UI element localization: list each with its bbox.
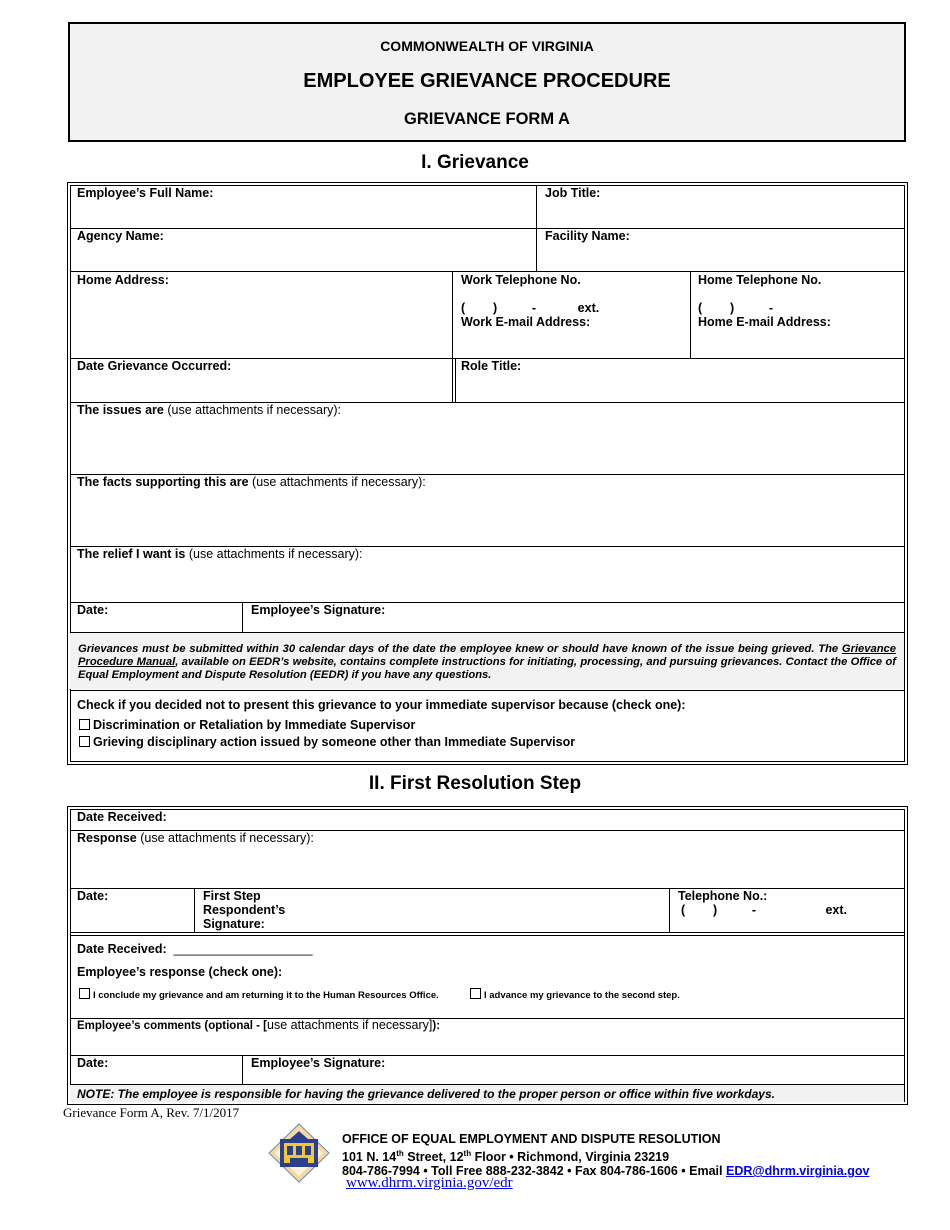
col-divider xyxy=(690,271,691,358)
address-part: Floor • Richmond, Virginia 23219 xyxy=(471,1149,670,1164)
header-state: COMMONWEALTH OF VIRGINIA xyxy=(380,38,594,54)
comments-label-bold: Employee’s comments (optional - [ xyxy=(77,1020,267,1032)
row-divider xyxy=(70,228,905,229)
agency-name-label: Agency Name: xyxy=(77,229,164,243)
capitol-logo-icon xyxy=(268,1123,330,1183)
date-occurred-label: Date Grievance Occurred: xyxy=(77,359,232,373)
home-address-label: Home Address: xyxy=(77,273,169,287)
delivery-note: NOTE: The employee is responsible for having the grievance delivered to the proper person or office within five workdays. xyxy=(77,1087,775,1101)
email-link[interactable]: EDR@dhrm.virginia.gov xyxy=(725,1164,870,1179)
option-label: Discrimination or Retaliation by Immediate Supervisor xyxy=(93,718,416,732)
telephone-format: ( ) - ext. xyxy=(681,903,847,917)
checkbox[interactable] xyxy=(79,988,90,999)
home-telephone-format: ( ) - xyxy=(698,301,773,315)
choice-conclude-label: I conclude my grievance and am returning it to the Human Resources Office. xyxy=(93,990,439,1001)
comments-label-note: use attachments if necessary] xyxy=(267,1018,433,1032)
respondent-sig-line-2: Respondent’s xyxy=(203,903,286,917)
comments-label xyxy=(77,1018,440,1032)
home-email-label: Home E-mail Address: xyxy=(698,315,831,329)
col-divider xyxy=(536,185,537,271)
response-label xyxy=(77,831,314,845)
col-divider xyxy=(194,888,195,932)
telephone-label: Telephone No.: xyxy=(678,889,768,903)
check-prompt: Check if you decided not to present this grievance to your immediate supervisor because (check one): xyxy=(77,698,686,712)
checkbox[interactable] xyxy=(470,988,481,999)
work-telephone-label: Work Telephone No. xyxy=(461,273,581,287)
signature-label: Employee’s Signature: xyxy=(251,603,386,617)
section-1-title: I. Grievance xyxy=(421,152,529,173)
issues-label-note: (use attachments if necessary): xyxy=(163,403,342,417)
address-part: 101 N. 14 xyxy=(342,1149,397,1164)
work-telephone-format: ( ) - ext. xyxy=(461,301,600,315)
row-divider xyxy=(70,690,905,691)
issues-label-bold: The issues are xyxy=(77,403,164,417)
choice-advance[interactable] xyxy=(470,987,680,1001)
home-telephone-label: Home Telephone No. xyxy=(698,273,822,287)
work-email-label: Work E-mail Address: xyxy=(461,315,591,329)
col-divider xyxy=(242,602,243,632)
section-2-title: II. First Resolution Step xyxy=(368,773,582,794)
relief-label-bold: The relief I want is xyxy=(77,547,186,561)
checkbox[interactable] xyxy=(79,736,90,747)
col-divider xyxy=(452,271,453,402)
address-sup: th xyxy=(396,1148,404,1158)
response-label-bold: Response xyxy=(77,831,137,845)
option-disciplinary[interactable] xyxy=(79,735,575,749)
virginia-seal-logo xyxy=(268,1123,330,1186)
employee-signature-label: Employee’s Signature: xyxy=(251,1056,386,1070)
row-divider xyxy=(70,271,905,272)
full-name-label: Employee’s Full Name: xyxy=(77,186,214,200)
facts-label-bold: The facts supporting this are xyxy=(77,475,249,489)
job-title-label: Job Title: xyxy=(545,186,601,200)
website-link[interactable]: www.dhrm.virginia.gov/edr xyxy=(346,1175,513,1191)
col-divider xyxy=(669,888,670,932)
row-divider xyxy=(70,935,905,936)
date-received-2 xyxy=(77,942,313,956)
facility-name-label: Facility Name: xyxy=(545,229,630,243)
office-address xyxy=(342,1147,869,1165)
facts-label-note: (use attachments if necessary): xyxy=(248,475,426,489)
relief-label xyxy=(77,547,363,561)
form-revision: Grievance Form A, Rev. 7/1/2017 xyxy=(63,1105,240,1120)
address-part: Street, 12 xyxy=(403,1149,464,1164)
row-divider xyxy=(70,932,905,933)
row-divider xyxy=(70,1055,905,1056)
choice-conclude[interactable] xyxy=(79,987,439,1001)
checkbox[interactable] xyxy=(79,719,90,730)
respondent-signature-label xyxy=(203,889,285,931)
date-received-2-label: Date Received: xyxy=(77,942,167,956)
deadline-notice-text xyxy=(78,643,896,682)
choice-advance-label: I advance my grievance to the second step. xyxy=(484,990,680,1001)
role-title-label: Role Title: xyxy=(461,359,522,373)
office-name: OFFICE OF EQUAL EMPLOYMENT AND DISPUTE RESOLUTION xyxy=(342,1132,721,1146)
phone-numbers: 804-786-7994 • Toll Free 888-232-3842 • Fax 804-786-1606 • Email xyxy=(342,1164,726,1179)
facts-label xyxy=(77,475,426,489)
form-header xyxy=(68,22,906,142)
date-received-label: Date Received: xyxy=(77,810,167,824)
header-form-name: GRIEVANCE FORM A xyxy=(404,110,570,128)
relief-label-note: (use attachments if necessary): xyxy=(185,547,363,561)
grievance-manual-link[interactable]: Grievance Procedure Manual xyxy=(78,643,896,668)
response-label-note: (use attachments if necessary): xyxy=(136,831,314,845)
step-date-label: Date: xyxy=(77,889,109,903)
employee-date-label: Date: xyxy=(77,1056,109,1070)
address-sup: th xyxy=(463,1148,472,1158)
col-divider xyxy=(455,358,456,402)
row-divider xyxy=(70,888,905,889)
respondent-sig-line-3: Signature: xyxy=(203,917,265,931)
respondent-sig-line-1: First Step xyxy=(203,889,261,903)
office-contact-block xyxy=(342,1132,869,1179)
comments-label-end: ): xyxy=(432,1020,441,1032)
deadline-notice xyxy=(70,633,904,689)
date-received-blank[interactable]: ____________________ xyxy=(173,942,313,956)
option-discrimination[interactable] xyxy=(79,718,415,732)
option-label: Grieving disciplinary action issued by someone other than Immediate Supervisor xyxy=(93,735,576,749)
header-title: EMPLOYEE GRIEVANCE PROCEDURE xyxy=(303,70,671,92)
issues-label xyxy=(77,403,341,417)
notice-part-1: Grievances must be submitted within 30 calendar days of the date the employee knew or should have known of the issue being grieved. The xyxy=(78,643,842,655)
col-divider xyxy=(242,1055,243,1084)
employee-response-label: Employee’s response (check one): xyxy=(77,965,283,979)
date-label: Date: xyxy=(77,603,109,617)
row-divider xyxy=(70,602,905,603)
notice-part-2: , available on EEDR’s website, contains complete instructions for initiating, processing, and pursuing grievances. Contact the Office of Equal Employment and Dispute Resolution (EEDR) if you have any questions. xyxy=(78,656,896,681)
